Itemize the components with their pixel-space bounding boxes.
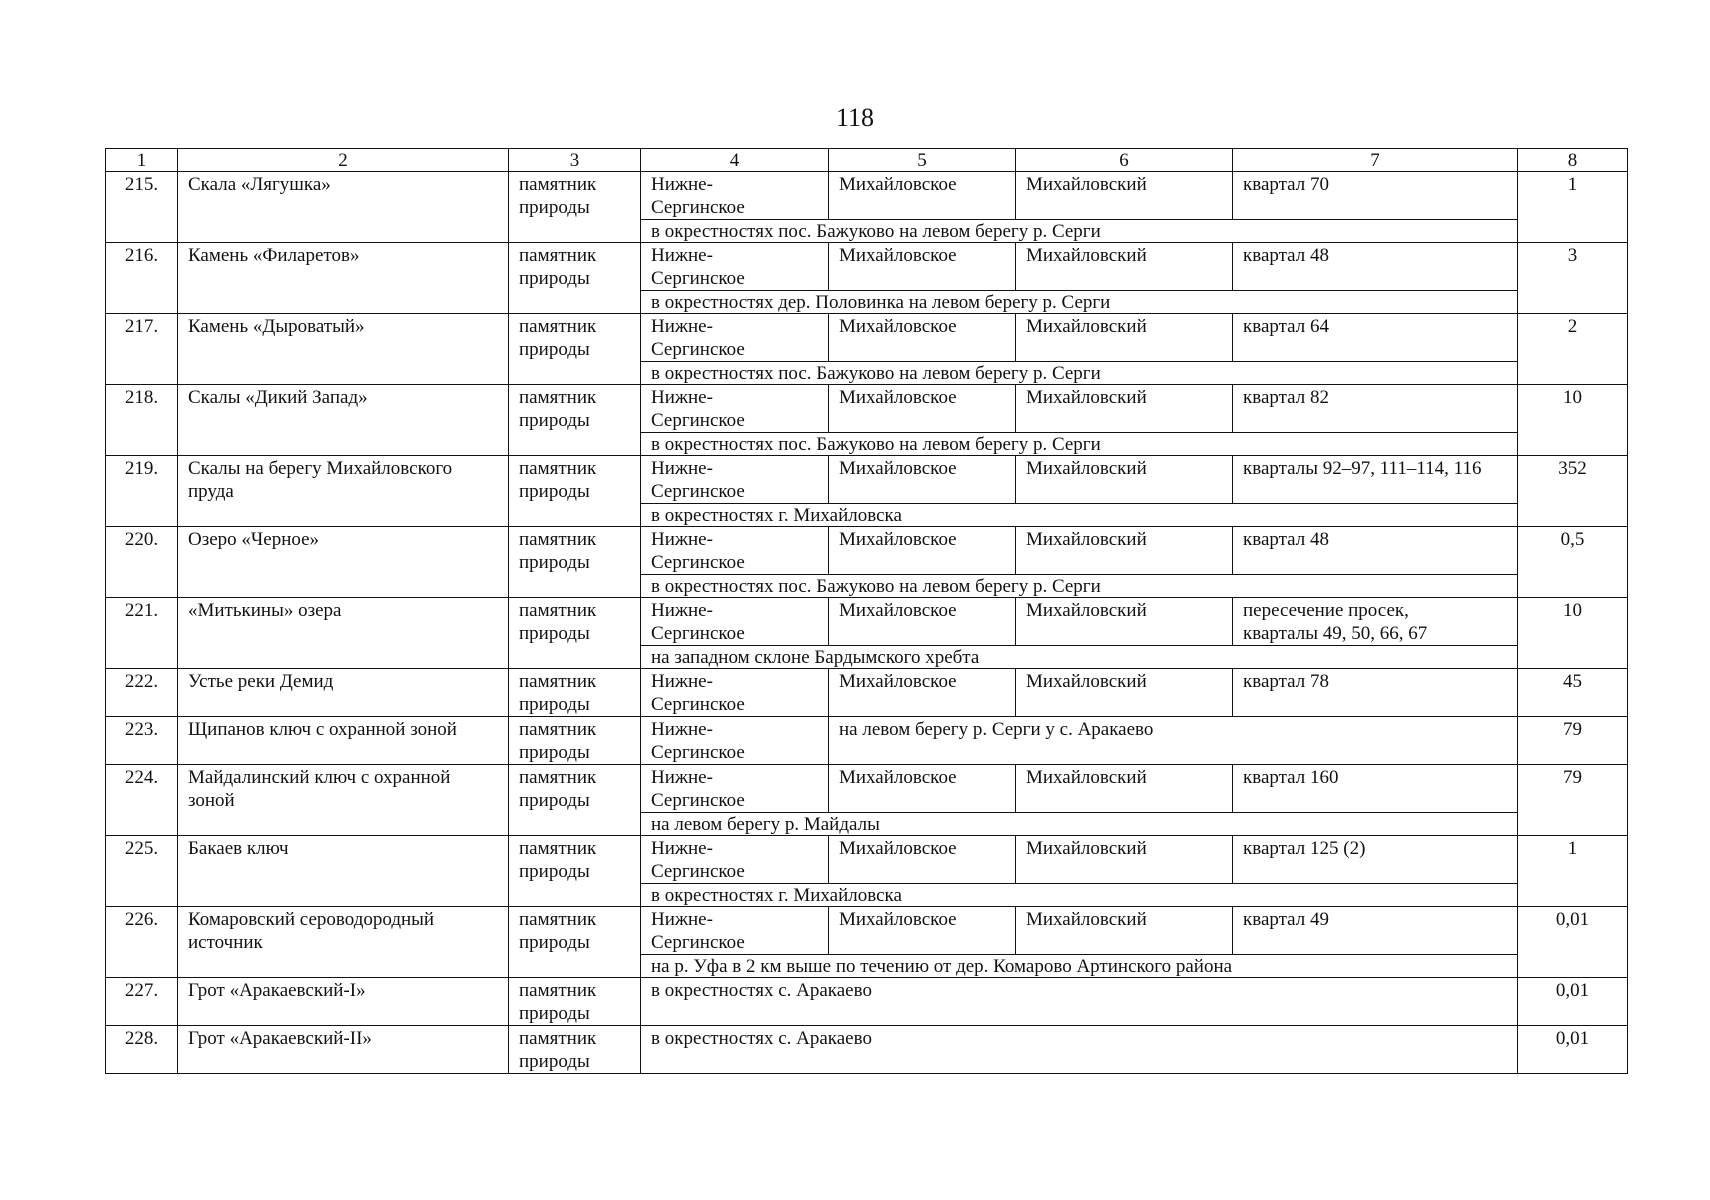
column-header-row [106, 149, 1628, 172]
registry-body [106, 149, 1628, 1074]
sub-forestry-name: Михайловский [1016, 385, 1233, 433]
column-header-4: 4 [641, 149, 829, 172]
column-header-6: 6 [1016, 149, 1233, 172]
object-name: Грот «Аракаевский-I» [178, 978, 509, 1026]
column-header-7: 7 [1233, 149, 1518, 172]
object-name: Грот «Аракаевский-II» [178, 1026, 509, 1074]
table-row [106, 243, 1628, 291]
quarter-info: кварталы 92–97, 111–114, 116 [1233, 456, 1518, 504]
column-header-8: 8 [1518, 149, 1628, 172]
table-row [106, 598, 1628, 646]
row-number: 224. [106, 765, 178, 836]
quarter-info: квартал 160 [1233, 765, 1518, 813]
location-description: в окрестностях г. Михайловска [641, 884, 1518, 907]
forestry-name: Михайловское [829, 527, 1016, 575]
district-name: Нижне- Сергинское [641, 765, 829, 813]
district-name: Нижне- Сергинское [641, 243, 829, 291]
location-description: в окрестностях дер. Половинка на левом берегу р. Серги [641, 291, 1518, 314]
quarter-info: квартал 64 [1233, 314, 1518, 362]
sub-forestry-name: Михайловский [1016, 527, 1233, 575]
table-row [106, 765, 1628, 813]
table-row [106, 314, 1628, 362]
table-row [106, 456, 1628, 504]
column-header-1: 1 [106, 149, 178, 172]
object-name: «Митькины» озера [178, 598, 509, 669]
forestry-name: Михайловское [829, 385, 1016, 433]
row-number: 217. [106, 314, 178, 385]
location-description: на р. Уфа в 2 км выше по течению от дер. Комарово Артинского района [641, 955, 1518, 978]
object-name: Скала «Лягушка» [178, 172, 509, 243]
district-name: Нижне- Сергинское [641, 717, 829, 765]
quarter-info: квартал 49 [1233, 907, 1518, 955]
table-row [106, 172, 1628, 220]
object-category: памятник природы [509, 717, 641, 765]
object-name: Камень «Дыроватый» [178, 314, 509, 385]
table-row [106, 978, 1628, 1026]
row-number: 216. [106, 243, 178, 314]
column-header-2: 2 [178, 149, 509, 172]
sub-forestry-name: Михайловский [1016, 243, 1233, 291]
quarter-info: квартал 48 [1233, 243, 1518, 291]
area-value: 2 [1518, 314, 1628, 385]
area-value: 0,01 [1518, 1026, 1628, 1074]
table-row [106, 1026, 1628, 1074]
column-header-5: 5 [829, 149, 1016, 172]
location-description: в окрестностях г. Михайловска [641, 504, 1518, 527]
forestry-name: Михайловское [829, 669, 1016, 717]
object-category: памятник природы [509, 243, 641, 314]
object-category: памятник природы [509, 669, 641, 717]
object-name: Скалы на берегу Михайловского пруда [178, 456, 509, 527]
area-value: 79 [1518, 765, 1628, 836]
area-value: 45 [1518, 669, 1628, 717]
forestry-name: Михайловское [829, 765, 1016, 813]
location-description: в окрестностях с. Аракаево [641, 1026, 1518, 1074]
object-category: памятник природы [509, 172, 641, 243]
sub-forestry-name: Михайловский [1016, 172, 1233, 220]
district-name: Нижне- Сергинское [641, 598, 829, 646]
object-name: Озеро «Черное» [178, 527, 509, 598]
row-number: 219. [106, 456, 178, 527]
location-description: на левом берегу р. Серги у с. Аракаево [829, 717, 1518, 765]
object-category: памятник природы [509, 527, 641, 598]
forestry-name: Михайловское [829, 598, 1016, 646]
object-name: Устье реки Демид [178, 669, 509, 717]
quarter-info: квартал 78 [1233, 669, 1518, 717]
sub-forestry-name: Михайловский [1016, 314, 1233, 362]
object-name: Скалы «Дикий Запад» [178, 385, 509, 456]
registry-table [105, 148, 1628, 1074]
table-row [106, 717, 1628, 765]
quarter-info: пересечение просек, кварталы 49, 50, 66, 67 [1233, 598, 1518, 646]
object-category: памятник природы [509, 907, 641, 978]
object-category: памятник природы [509, 765, 641, 836]
object-category: памятник природы [509, 978, 641, 1026]
district-name: Нижне- Сергинское [641, 385, 829, 433]
area-value: 1 [1518, 836, 1628, 907]
table-row [106, 669, 1628, 717]
quarter-info: квартал 82 [1233, 385, 1518, 433]
district-name: Нижне- Сергинское [641, 907, 829, 955]
sub-forestry-name: Михайловский [1016, 765, 1233, 813]
quarter-info: квартал 70 [1233, 172, 1518, 220]
row-number: 218. [106, 385, 178, 456]
area-value: 10 [1518, 385, 1628, 456]
row-number: 221. [106, 598, 178, 669]
object-name: Комаровский сероводородный источник [178, 907, 509, 978]
location-description: в окрестностях пос. Бажуково на левом берегу р. Серги [641, 220, 1518, 243]
area-value: 0,01 [1518, 978, 1628, 1026]
column-header-3: 3 [509, 149, 641, 172]
location-description: в окрестностях с. Аракаево [641, 978, 1518, 1026]
object-name: Камень «Филаретов» [178, 243, 509, 314]
forestry-name: Михайловское [829, 836, 1016, 884]
quarter-info: квартал 125 (2) [1233, 836, 1518, 884]
district-name: Нижне- Сергинское [641, 836, 829, 884]
location-description: в окрестностях пос. Бажуково на левом берегу р. Серги [641, 362, 1518, 385]
object-name: Майдалинский ключ с охранной зоной [178, 765, 509, 836]
sub-forestry-name: Михайловский [1016, 836, 1233, 884]
area-value: 0,5 [1518, 527, 1628, 598]
table-row [106, 527, 1628, 575]
area-value: 79 [1518, 717, 1628, 765]
area-value: 1 [1518, 172, 1628, 243]
row-number: 223. [106, 717, 178, 765]
row-number: 226. [106, 907, 178, 978]
forestry-name: Михайловское [829, 172, 1016, 220]
forestry-name: Михайловское [829, 907, 1016, 955]
sub-forestry-name: Михайловский [1016, 598, 1233, 646]
table-row [106, 907, 1628, 955]
row-number: 222. [106, 669, 178, 717]
area-value: 10 [1518, 598, 1628, 669]
forestry-name: Михайловское [829, 243, 1016, 291]
object-category: памятник природы [509, 385, 641, 456]
object-category: памятник природы [509, 836, 641, 907]
row-number: 220. [106, 527, 178, 598]
sub-forestry-name: Михайловский [1016, 456, 1233, 504]
row-number: 227. [106, 978, 178, 1026]
district-name: Нижне- Сергинское [641, 669, 829, 717]
object-category: памятник природы [509, 456, 641, 527]
location-description: в окрестностях пос. Бажуково на левом берегу р. Серги [641, 433, 1518, 456]
object-name: Бакаев ключ [178, 836, 509, 907]
location-description: в окрестностях пос. Бажуково на левом берегу р. Серги [641, 575, 1518, 598]
district-name: Нижне- Сергинское [641, 527, 829, 575]
forestry-name: Михайловское [829, 456, 1016, 504]
forestry-name: Михайловское [829, 314, 1016, 362]
location-description: на западном склоне Бардымского хребта [641, 646, 1518, 669]
area-value: 3 [1518, 243, 1628, 314]
object-name: Щипанов ключ с охранной зоной [178, 717, 509, 765]
sub-forestry-name: Михайловский [1016, 907, 1233, 955]
area-value: 352 [1518, 456, 1628, 527]
table-row [106, 385, 1628, 433]
location-description: на левом берегу р. Майдалы [641, 813, 1518, 836]
quarter-info: квартал 48 [1233, 527, 1518, 575]
object-category: памятник природы [509, 314, 641, 385]
page-number: 118 [835, 103, 875, 132]
object-category: памятник природы [509, 1026, 641, 1074]
district-name: Нижне- Сергинское [641, 172, 829, 220]
area-value: 0,01 [1518, 907, 1628, 978]
district-name: Нижне- Сергинское [641, 314, 829, 362]
district-name: Нижне- Сергинское [641, 456, 829, 504]
table-row [106, 836, 1628, 884]
sub-forestry-name: Михайловский [1016, 669, 1233, 717]
row-number: 228. [106, 1026, 178, 1074]
object-category: памятник природы [509, 598, 641, 669]
row-number: 215. [106, 172, 178, 243]
row-number: 225. [106, 836, 178, 907]
